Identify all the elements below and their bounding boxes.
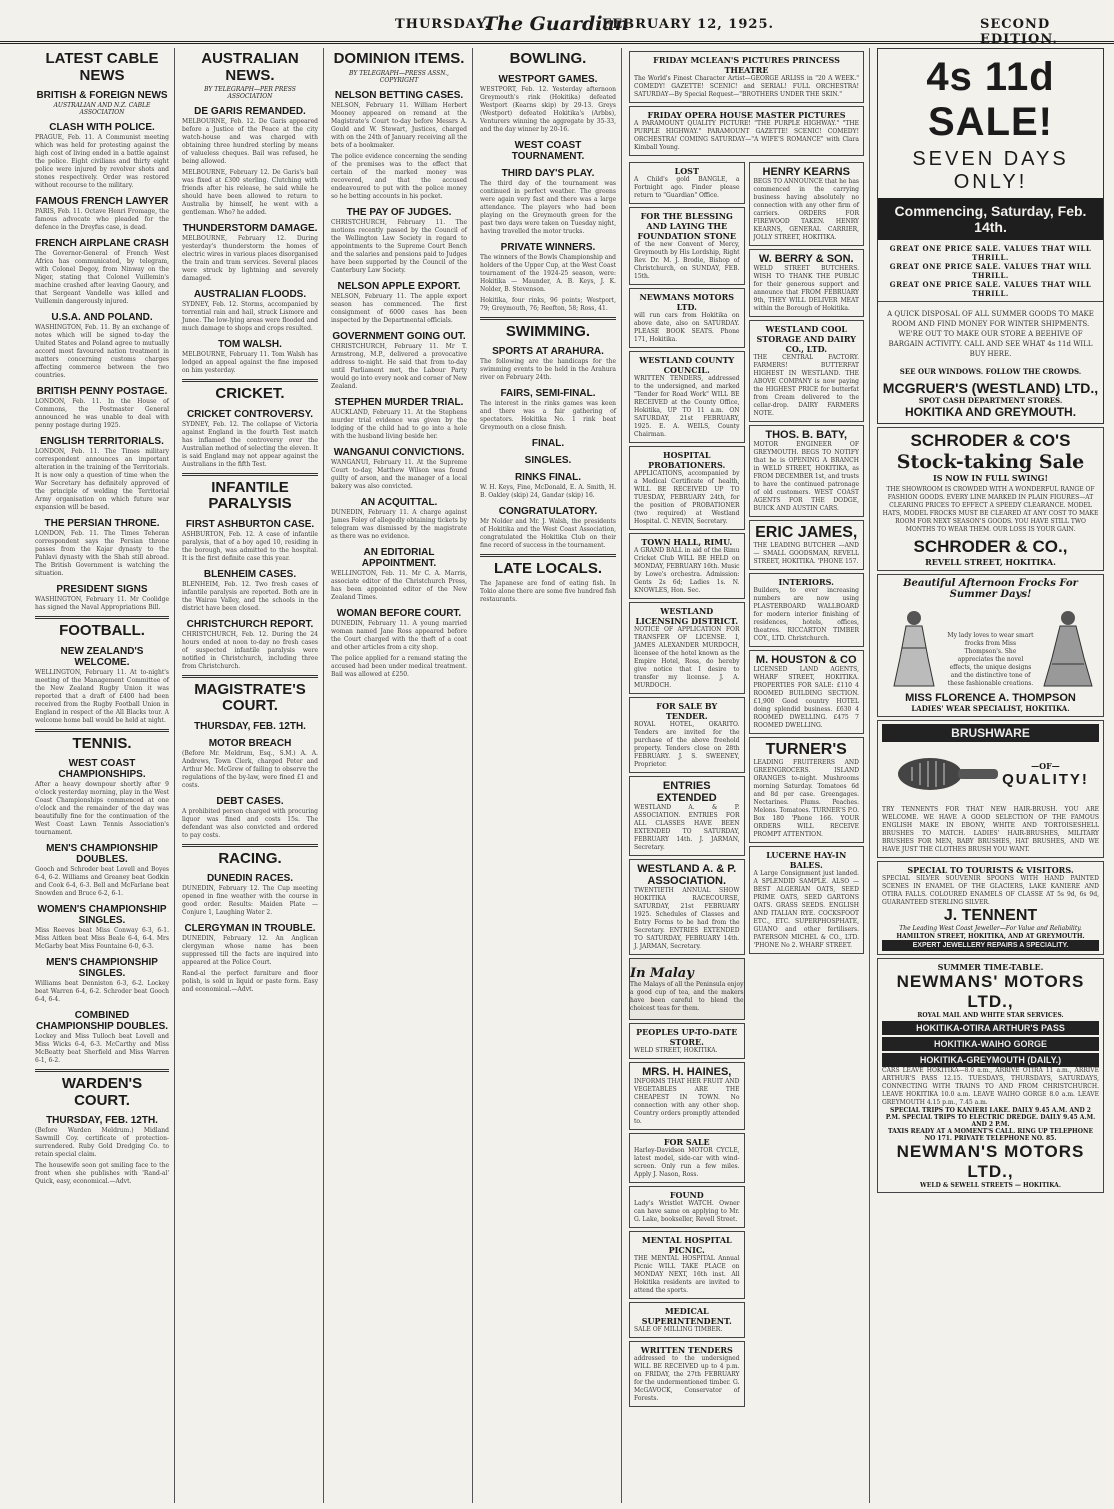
ad-body: SALE OF MILLING TIMBER. (634, 1326, 723, 1333)
sale-line: GREAT ONE PRICE SALE. VALUES THAT WILL THRILL. (889, 262, 1092, 280)
column-classifieds (624, 48, 870, 1503)
headline-dominion-items: DOMINION ITEMS. (333, 50, 465, 67)
news-paragraph: DUNEDIN, February 12. An Anglican clergyman whose name has been suppressed till the facts are inquired into appeared at the Police Court. (182, 935, 318, 966)
headline-swimming: SWIMMING. (505, 322, 591, 340)
subhead: COMBINED CHAMPIONSHIP DOUBLES. (35, 1010, 169, 1032)
ad-item (629, 1231, 745, 1299)
ad-thompson-frocks (877, 574, 1104, 717)
news-paragraph: LONDON, Feb. 11. The Times Teheran correspondent says the Persian throne passes from the Kajar dynasty to the Pahlavi dynasty with the Shah still abroad. The British Government is watching the situation. (35, 530, 169, 577)
hairbrush-icon (892, 749, 1002, 799)
subhead: GOVERNMENT GOING OUT. (332, 330, 466, 342)
ad-body: A GRAND BALL in aid of the Rimu Cricket Club WILL BE HELD on MONDAY, FEBRUARY 16th. Music by Lowe's orchestra. Admission: Gents 2s 6d; Ladies 1s. N. KNOWLES, Hon. Sec. (634, 547, 740, 594)
tennent-tag: The Leading West Coast Jeweller—For Value and Reliability. (899, 925, 1082, 932)
subhead: THUNDERSTORM DAMAGE. (182, 223, 318, 234)
headline-cricket: CRICKET. (215, 385, 285, 402)
news-paragraph: The police applied for a remand stating the accused had been under medical treatment. Bail was allowed at £250. (331, 654, 467, 678)
ad-body: THE CENTRAL FACTORY. FARMERS! BUTTERFAT HIGHEST IN WESTLAND. THE ABOVE COMPANY is now paying the HIGHEST PRICE for butterfat from Cream delivered to the cellar-drop. DAIRY FARMERS NOTE. (753, 354, 859, 417)
news-paragraph: WELLINGTON, Feb. 11. Mr C. A. Marris, associate editor of the Christchurch Press, has been appointed editor of the New Zealand Times. (331, 569, 467, 601)
timetable-body: CARS LEAVE HOKITIKA—8.0 a.m., ARRIVE OTIRA 11 a.m., ARRIVE ARTHUR'S PASS 12.15. TUESDAYS, THURSDAYS, SATURDAYS, CONNECTING WITH TRAINS TO AND FROM CHRISTCHURCH. LEAVE HOKITIKA 10.0 a.m. LEAVE WAIHO GORGE 8.0 a.m. LEAVE GREYMOUTH 4.15 p.m., 7.45 a.m. (882, 1067, 1099, 1106)
news-paragraph: W. H. Keys, Fine, McDonald, E. A. Smith, H. B. Oakley (skip) 24, Gandar (skip) 16. (480, 484, 616, 499)
ad-body: THE MENTAL HOSPITAL Annual Picnic WILL TAKE PLACE on MONDAY NEXT, 16th inst. All Hokitika residents are invited to attend the sports. (634, 1255, 740, 1294)
frocks-sub: LADIES' WEAR SPECIALIST, HOKITIKA. (911, 704, 1070, 713)
timetable-special: SPECIAL TRIPS TO KANIERI LAKE. DAILY 9.45 A.M. AND 2 P.M. SPECIAL TRIPS TO ELECTRIC DREDGE. DAILY 9.45 A.M. AND 2 P.M. (885, 1107, 1096, 1128)
subhead: WANGANUI CONVICTIONS. (333, 446, 465, 458)
ad-body: A PARAMOUNT QUALITY PICTURE! "THE PURPLE HIGHWAY." "THE PURPLE HIGHWAY." PARAMOUNT GAZETTE! SCENIC! COMEDY! ORCHESTRA! COMING SATURDAY—"A WIFE'S ROMANCE" with Clara Kimball Young. (634, 120, 859, 151)
ad-heading: FOUND (669, 1190, 704, 1200)
news-paragraph: The following are the handicaps for the swimming events to be held in the Arahura river on February 24th. (480, 358, 616, 381)
ad-body: Harley-Davidson MOTOR CYCLE, latest model, side-car with wind-screen. Only run a few miles. Apply J. Nason, Ross. (634, 1147, 740, 1178)
ad-heading: INTERIORS. (778, 577, 834, 587)
news-paragraph: SYDNEY, Feb. 12. Storms, accompanied by torrential rain and hail, struck Lismore and Junee. The low-lying areas were flooded and much damage to shops and crops resulted. (182, 301, 318, 332)
classifieds-left (629, 159, 745, 1410)
news-paragraph: Gooch and Schroder beat Lovell and Boyes 6-4, 6-2. Williams and Greaney beat Godkin and Cook 6-4, 6-3. Bell and McFarlane beat Snowden and Bruce 6-2, 6-1. (35, 866, 169, 897)
subhead: CLERGYMAN IN TROUBLE. (184, 923, 316, 934)
sale-days: SEVEN DAYS ONLY! (912, 148, 1069, 193)
sale-line: GREAT ONE PRICE SALE. VALUES THAT WILL THRILL. (889, 280, 1092, 298)
ad-heading: NEWMANS MOTORS LTD. (639, 292, 734, 312)
subhead: MEN'S CHAMPIONSHIP SINGLES. (46, 957, 158, 979)
news-paragraph: Miss Reeves beat Miss Conway 6-3, 6-1. Miss Aitken beat Miss Beale 6-4, 6-4. Mrs McGarby beat Miss Fountaine 6-0, 6-3. (35, 927, 169, 950)
news-paragraph: CHRISTCHURCH, February 11. Mr T. Armstrong, M.P., delivered a provocative address to-night. He said that from to-day until Parliament met, the Labour Party would go into every nook and corner of New Zealand. (331, 342, 467, 390)
dress-icon (884, 608, 944, 688)
divider (480, 554, 616, 557)
divider (182, 379, 318, 382)
dress-icon (1038, 608, 1098, 688)
headline-bowling: BOWLING. (509, 50, 587, 67)
subhead: FAMOUS FRENCH LAWYER (35, 196, 169, 207)
ad-body: MOTOR ENGINEER OF GREYMOUTH. BEGS TO NOTIFY that he is OPENING A BRANCH in WELD STREET, HOKITIKA, as FROM DECEMBER 1st, and trusts to have the continued patronage of old customers. WEST COAST AGENTS FOR THE DODGE, BUICK AND AUSTIN CARS. (753, 441, 859, 512)
classifieds-right (749, 159, 865, 1410)
brushware-quality: QUALITY! (1002, 770, 1089, 788)
subhead: THURSDAY, FEB. 12TH. (46, 1115, 158, 1126)
ad-heading: W. BERRY & SON. (758, 253, 854, 265)
news-paragraph: NELSON, February 11. The apple export season has commenced. The first consignment of 6000 cases has been inspected by the Departmental officials. (331, 292, 467, 324)
news-paragraph: After a heavy downpour shortly after 9 o'clock yesterday morning, play in the West Coast Championships commenced at one o'clock and the remainder of the day was beautifully fine for the continuation of the West Coast Lawn Tennis Association's tournament. (35, 781, 169, 836)
news-paragraph: Lockey and Miss Tulloch beat Lovell and Miss Wicks 6-4, 6-3. McCarthy and Miss McBeatty beat Sherfield and Miss Warren 6-1, 6-2. (35, 1033, 169, 1064)
timetable-route: HOKITIKA-WAIHO GORGE (882, 1037, 1099, 1051)
ad-opera-house (629, 106, 864, 156)
brush-illustration (882, 744, 1099, 804)
divider (878, 301, 1103, 302)
news-paragraph: MELBOURNE, February 12. De Garis's bail was fixed at £300 sterling. Clutching with friends after his release, he said while he should have been allowed to return to Australia by himself, he went with a gentleman. Who? he added. (182, 169, 318, 216)
headline-wardens-court: WARDEN'S COURT. (61, 1075, 143, 1109)
timetable-head: SUMMER TIME-TABLE. (937, 962, 1044, 972)
ad-item (629, 1133, 745, 1183)
subhead: FAIRS, SEMI-FINAL. (500, 388, 596, 399)
ad-body: NOTICE OF APPLICATION FOR TRANSFER OF LICENSE. I, JAMES ALEXANDER MURDOCH, licensee of the hotel known as the Empire Hotel, Ross, do hereby give notice that I desire to transfer my license. J. A. MURDOCH. (634, 626, 740, 689)
ad-body: A Large Consignment just landed. A SPLENDID SAMPLE. ALSO — BEST ALGERIAN OATS, SEED PRIME OATS, SEED GARTONS OATS. GRASS SEEDS. ENGLISH AND ITALIAN RYE. COCKSFOOT ETC., ETC. SUPERPHOSPHATE, GUANO and other fertilisers. PATERSON MICHEL & CO., LTD. 'PHONE No 2. WHARF STREET. (753, 870, 859, 949)
subhead: AN EDITORIAL APPOINTMENT. (361, 546, 437, 569)
subhead: WEST COAST TOURNAMENT. (511, 139, 585, 162)
ad-body: of the new Convent of Mercy, Greymouth by His Lordship, Right Rev. Dr. M. J. Brodie, Bishop of Christchurch, on SUNDAY, FEB. 15th. (634, 241, 740, 280)
ad-heading: FOR SALE (663, 1137, 710, 1147)
masthead-edition: SECOND EDITION. (980, 17, 1058, 47)
ad-item (629, 602, 745, 694)
ad-a-and-p-show (629, 859, 745, 955)
ad-heading: ENTRIES EXTENDED (656, 780, 717, 804)
subhead: PRESIDENT SIGNS (56, 584, 148, 595)
brushware-body: TRY TENNENTS FOR THAT NEW HAIR-BRUSH. YOU ARE WELCOME. WE HAVE A GOOD SELECTION OF THE FAMOUS ENGLISH MAKE IN EBONY, WHITE AND TORTOISESHELL BRUSHES TO MATCH. LADIES' HAIR-BRUSHES, MILITARY BRUSHES FOR MEN, BABY BRUSHES, HAT BRUSHES, AND WE HAVE JUST THE CLOTHES BRUSH YOU WANT. (882, 806, 1099, 853)
ad-heading: TOWN HALL, RIMU. (641, 537, 733, 547)
ad-body: ROYAL HOTEL, OKARITO. Tenders are invited for the purchase of the above freehold property. Tenders close on 28th FEBRUARY. J. S. SWEENEY, Proprietor. (634, 721, 740, 768)
ad-w-berry (749, 249, 865, 317)
masthead-day: THURSDAY. (395, 17, 491, 32)
brushware-of: —OF— (1031, 760, 1060, 771)
news-paragraph: WESTPORT, Feb. 12. Yesterday afternoon Greymouth's rink (Hokitika) defeated Westport (Kearns skip) by 29-13. Greys (Westport) defeated Hokitika's (Arbbs), Venturers winning the aggregate by 35-33, and the day winner by 20-16. (480, 85, 616, 133)
news-paragraph: The housewife soon got smiling face to the front when she publishes with 'Rand-al' Quick, easy, economical.—Advt. (35, 1162, 169, 1185)
headline-racing: RACING. (218, 849, 282, 867)
ad-heading: ERIC JAMES, (755, 524, 858, 541)
ad-body: THE LEADING BUTCHER —AND— SMALL GOODSMAN, REVELL STREET, HOKITIKA. 'PHONE 157. (753, 542, 859, 565)
ad-heading: FOR SALE BY TENDER. (656, 701, 718, 721)
sale-windows: SEE OUR WINDOWS. FOLLOW THE CROWDS. (899, 367, 1082, 376)
news-paragraph: The police evidence concerning the sending of the premises was to the effect that certain of the marked money was recovered, and that the accused endeavoured to put with the police money so he betting accounts in his pocket. (331, 152, 467, 200)
ad-body: Lady's Wristlet WATCH. Owner can have same on applying to Mr. G. Lake, bookseller, Revell Street. (634, 1200, 740, 1223)
news-paragraph: MELBOURNE, February 11. Tom Walsh has lodged an appeal against the fine imposed on him yesterday. (182, 351, 318, 374)
news-paragraph: PRAGUE, Feb. 11. A Communist meeting which was held for protesting against the high cost of living ended in a battle against the police. Eight civilians and thirty eight police were injured by revolver shots and stones respectively. Order was restored without recourse to the military. (35, 134, 169, 189)
schroder-body: THE SHOWROOM IS CROWDED WITH A WONDERFUL RANGE OF FASHION GOODS. EVERY LINE MARKED IN PLAIN FIGURES—AT CLEARING PRICES TO EFFECT A SPEEDY CLEARANCE. MODEL HATS, MODEL FROCKS MUST BE CLEARED AT ANY COST TO MAKE ROOM FOR NEXT SEASON'S GOODS. YOU HAVE STILL TWO MONTHS TO WEAR THEM. OUR LOSS IS YOUR GAIN. (882, 486, 1099, 533)
news-paragraph: The winners of the Bowls Championship and holders of the Upper Cup, at the West Coast tournament of the 1924-25 season, were: Hokitika — Maunder, A. B. Keys, J. K. Nolder, B. Stevenson. (480, 253, 616, 293)
column-bowling (475, 48, 622, 1503)
ad-heading: MEDICAL SUPERINTENDENT. (641, 1306, 732, 1326)
subhead: ENGLISH TERRITORIALS. (40, 436, 164, 447)
news-credit: AUSTRALIAN AND N.Z. CABLE ASSOCIATION (53, 102, 151, 116)
sale-body: A QUICK DISPOSAL OF ALL SUMMER GOODS TO MAKE ROOM AND FIND MONEY FOR WINTER SHIPMENTS. WE'RE OUT TO MAKE OUR STORE A BEEHIVE OF BARGAIN ACTIVITY. CALL AND SEE WHAT 4s 11d WILL BUY HERE. (887, 310, 1094, 358)
ad-heading: M. HOUSTON & CO (755, 654, 857, 666)
column-cable-news (30, 48, 175, 1503)
news-paragraph: Mr Nolder and Mr. J. Walsh, the presidents of Hokitika and the West Coast Association, congratulated the Hokitika Club on their fine record of success in the tournament. (480, 518, 616, 549)
ad-heading: HENRY KEARNS (762, 166, 850, 178)
news-paragraph: NELSON, February 11. William Herbert Mooney appeared on remand at the Magistrate's Court to-day before Messrs A. Gould and W. Stewart, Justices, charged with on the 24th of January receiving all the bets of a bookmaker. (331, 101, 467, 149)
ad-turners (749, 737, 865, 843)
masthead-date: FEBRUARY 12, 1925. (602, 17, 775, 32)
subhead: CLASH WITH POLICE. (49, 122, 155, 133)
ad-eric-james (749, 520, 865, 570)
ad-heading: WESTLAND A. & P. ASSOCIATION. (637, 863, 737, 887)
news-paragraph: BLENHEIM, Feb. 12. Two fresh cases of infantile paralysis are reported. Both are in the Wairau Valley, and the schools in the district have been closed. (182, 580, 318, 612)
subhead: DEBT CASES. (216, 795, 284, 807)
subhead: RINKS FINAL. (514, 472, 582, 483)
ad-body: The World's Finest Character Artist—GEORGE ARLISS in "20 A WEEK." COMEDY! GAZETTE! SCENIC! and SERIAL! FULL ORCHESTRA! SATURDAY—By Special Request—"BROTHERS UNDER THE SKIN." (634, 75, 859, 98)
malay-title: In Malay (630, 965, 694, 981)
ad-body: BEGS TO ANNOUNCE that he has commenced in the carrying business having absolutely no connection with any other firm of carriers. ORDERS FOR FIREWOOD TAKEN. HENRY KEARNS, GENERAL CARRIER, JOLLY STREET, HOKITIKA. (753, 178, 859, 241)
divider (480, 317, 616, 320)
news-paragraph: (Before Warden Meldrum.) Midland Sawmill Coy. certificate of protection-surrendered. Ruby Gold Dredging Co. to retain special claim. (35, 1127, 169, 1158)
news-paragraph: The Japanese are fond of eating fish. In Tokio alone there are some five hundred fish restaurants. (480, 579, 616, 603)
news-paragraph: DUNEDIN, February 11. A charge against James Foley of allegedly obtaining tickets by telegram was dismissed by the magistrate as there was no evidence. (331, 508, 467, 540)
ad-heading: FRIDAY MCLEAN'S PICTURES PRINCESS THEATRE (653, 55, 840, 75)
ad-heading: WESTLAND COUNTY COUNCIL. (639, 355, 735, 375)
tennent-special: SPECIAL TO TOURISTS & VISITORS. (907, 865, 1074, 875)
subhead: CHRISTCHURCH REPORT. (186, 618, 314, 630)
ad-heading: HOSPITAL PROBATIONERS. (648, 450, 726, 470)
ad-heading: MRS. H. HAINES, (642, 1066, 732, 1078)
timetable-route: HOKITIKA-OTIRA ARTHUR'S PASS (882, 1021, 1099, 1035)
news-paragraph: MELBOURNE, Feb. 12. De Garis appeared before a Justice of the Peace at the city watch-house and was charged with obtaining three hundred sterling by means of valueless cheques. Bail was refused, he being allowed. (182, 118, 318, 165)
frocks-body: My lady loves to wear smart frocks from Miss Thompson's. She appreciates the novel effects, the unique designs and the distinctive tone of these fashionable creations. (947, 632, 1034, 687)
ad-body: WESTLAND A. & P. ASSOCIATION. ENTRIES FOR ALL CLASSES HAVE BEEN EXTENDED TO SATURDAY, FEBRUARY 14th. J. JARMAN, Secretary. (634, 804, 740, 851)
ad-heading: FRIDAY OPERA HOUSE MASTER PICTURES (647, 110, 846, 120)
subhead: DUNEDIN RACES. (206, 873, 294, 884)
ad-in-malay (629, 958, 745, 1020)
news-paragraph: MELBOURNE, February 12. During yesterday's thunderstorm the homes of electric wires in various places disorganised the train and tram services. Several places were struck by lightning and severely damaged. (182, 235, 318, 282)
ad-item (629, 1302, 745, 1338)
ad-body: WELD STREET, HOKITIKA. (634, 1047, 718, 1054)
schroder-title: SCHRODER & CO'S (910, 431, 1071, 450)
headline-magistrates-court: MAGISTRATE'S COURT. (194, 680, 306, 714)
ad-tennent (877, 861, 1104, 955)
news-paragraph: Williams beat Denniston 6-3, 6-2. Lockey beat Warren 6-4, 6-2. Schroder beat Gooch 6-4, 6-4. (35, 980, 169, 1003)
ad-body: A Child's gold BANGLE, a Fortnight ago. Finder please return to "Guardian" Office. (634, 176, 740, 199)
schroder-swing: IS NOW IN FULL SWING! (932, 473, 1049, 483)
sale-firm-sub: SPOT CASH DEPARTMENT STORES. (918, 396, 1063, 405)
news-paragraph: LONDON, Feb. 11. In the House of Commons, the Postmaster General announced he was unable to deal with penny postage during 1925. (35, 398, 169, 429)
subhead: FIRST ASHBURTON CASE. (185, 518, 315, 530)
ad-westland-cool-storage (749, 320, 865, 422)
news-paragraph: A prohibited person charged with procuring liquor was fined and costs 15s. The defendant was also convicted and ordered to pay costs. (182, 807, 318, 839)
ad-mrs-haines (629, 1062, 745, 1130)
subhead: DE GARIS REMANDED. (194, 106, 306, 117)
subhead: MEN'S CHAMPIONSHIP DOUBLES. (46, 843, 158, 865)
subhead: WEST COAST CHAMPIONSHIPS. (58, 758, 146, 780)
masthead-title: The Guardian (483, 13, 629, 35)
ad-body: LICENSED LAND AGENTS, WHARF STREET, HOKITIKA. PROPERTIES FOR SALE: £110 4 ROOMED BUILDING SECTION. £1,900 Good country HOTEL doing splendid business. £630 4 ROOMED DWELLING. £475 7 ROOMED DWELLING. (753, 666, 859, 729)
sale-line: GREAT ONE PRICE SALE. VALUES THAT WILL THRILL. (889, 244, 1092, 262)
ad-body: WRITTEN TENDERS, addressed to the undersigned, and marked "Tender for Road Work" WILL BE RECEIVED at the County Office, Hokitika, UP TO 11 a.m. ON SATURDAY, 21st FEBRUARY, 1925. E. A. WEILS, County Chairman. (634, 375, 740, 438)
ad-item (629, 1023, 745, 1059)
ad-body: TWENTIETH ANNUAL SHOW HOKITIKA RACECOURSE, SATURDAY, 21st FEBRUARY 1925. Schedules of Classes and Entry Forms to be had from the Secretary. ENTRIES EXTENDED TO SATURDAY, FEBRUARY 14th. J. JARMAN, Secretary. (634, 887, 740, 950)
ad-heading: WESTLAND LICENSING DISTRICT. (635, 606, 738, 626)
divider (35, 729, 169, 732)
news-paragraph: (Before Mr. Meldrum, Esq., S.M.) A. A. Andrews, Town Clerk, charged Peter and Arthur Mc. McGrew of failing to observe the regulations of the by-law, were fined £1 and costs. (182, 749, 318, 789)
masthead (0, 0, 1114, 47)
ad-item (629, 162, 745, 204)
news-paragraph: ASHBURTON, Feb. 12. A case of infantile paralysis, that of a boy aged 10, residing in the borough, was admitted to the hospital. It is the first definite case this year. (182, 530, 318, 562)
ad-mcgruers-sale (877, 48, 1104, 424)
subhead: AUSTRALIAN FLOODS. (193, 289, 307, 300)
news-paragraph: Hokitika, four rinks, 96 points; Westport, 79; Greymouth, 76; Reefton, 58; Ross, 41. (480, 296, 616, 312)
ad-thos-baty (749, 425, 865, 517)
timetable-footer-sub: WELD & SEWELL STREETS — HOKITIKA. (920, 1182, 1061, 1189)
tennent-repairs: EXPERT JEWELLERY REPAIRS A SPECIALITY. (882, 940, 1099, 951)
news-paragraph: The third day of the tournament was continued in perfect weather. The greens were again very fast and there was a large attendance. The players who had been playing on the Greymouth green for the past two days were taken on Tuesday night, having travelled the motor trucks. (480, 179, 616, 235)
ad-body: addressed to the undersigned WILL BE RECEIVED up to 4 p.m. on FRIDAY, the 27th FEBRUARY for the undermentioned timber. G. McGAVOCK, Conservator of Forests. (634, 1355, 740, 1402)
news-paragraph: The interest in the rinks games was keen and there was a fair gathering of spectators. Hokitika No. 1 rink beat Greymouth on a close finish. (480, 400, 616, 431)
news-paragraph: Rand-al the perfect furniture and floor polish, is sold in liquid or paste form. Easy and economical.—Advt. (182, 970, 318, 993)
ad-item (629, 446, 745, 530)
ad-heading: PEOPLES UP-TO-DATE STORE. (636, 1027, 738, 1047)
subhead: THE PAY OF JUDGES. (346, 206, 452, 218)
ad-body: APPLICATIONS, accompanied by a Medical Certificate of health, WILL BE RECEIVED UP TO TUESDAY, FEBRUARY 24th, for the position of PROBATIONER (two required) at Westland Hospital. C. NEVIN, Secretary. (634, 470, 740, 525)
ad-brushware (877, 720, 1104, 858)
sale-price: 4s 11d SALE! (926, 55, 1055, 144)
ad-item (629, 533, 745, 599)
column-dominion-items (326, 48, 473, 1503)
divider (182, 473, 318, 476)
news-paragraph: CHRISTCHURCH, Feb. 12. During the 24 hours ended at noon to-day no fresh cases of suspected infantile paralysis were notified in Christchurch, including three from Christchurch. (182, 630, 318, 670)
ad-body: Builders, to ever increasing numbers are now using PLASTERBOARD WALLBOARD for modern interior finishing of residences, hotels, offices, theatres. RICCARTON TIMBER COY., LTD. Christchurch. (753, 587, 859, 642)
ad-heading: WESTLAND COOL STORAGE AND DAIRY CO., LTD. (756, 324, 856, 354)
ad-heading: FOR THE BLESSING AND LAYING THE FOUNDATION STONE (637, 211, 736, 241)
headline-british-foreign: BRITISH & FOREIGN NEWS (36, 90, 168, 101)
ad-henry-kearns (749, 162, 865, 246)
subhead: AN ACQUITTAL. (360, 496, 438, 508)
subhead: CRICKET CONTROVERSY. (186, 408, 314, 420)
sale-towns: HOKITIKA AND GREYMOUTH. (904, 405, 1077, 419)
subhead: THURSDAY, FEB. 12TH. (194, 720, 306, 732)
headline-latest-cable-news: LATEST CABLE NEWS (45, 50, 159, 84)
ad-item (629, 1186, 745, 1228)
news-paragraph: WASHINGTON, February 11. Mr Coolidge has signed the Naval Appropriations Bill. (35, 596, 169, 611)
news-paragraph: WASHINGTON, Feb. 11. By an exchange of notes which will be signed to-day the United States and Poland agree to mutually accord most favoured nation treatment in matters concerning customs charges affecting commerce between the two countries. (35, 324, 169, 379)
subhead: NELSON BETTING CASES. (334, 89, 464, 101)
divider (35, 1069, 169, 1072)
ad-item (629, 207, 745, 285)
divider (182, 844, 318, 847)
ad-body: INFORMS THAT HER FRUIT AND VEGETABLES ARE THE CHEAPEST IN TOWN. No connection with any other shop. Country orders promptly attended to. (634, 1078, 740, 1125)
subhead: SINGLES. (524, 455, 572, 466)
classifieds-split (629, 159, 864, 1410)
headline-tennis: TENNIS. (72, 734, 132, 752)
frocks-illustration (882, 604, 1099, 688)
subhead: U.S.A. AND POLAND. (51, 312, 153, 323)
subhead: SPORTS AT ARAHURA. (492, 346, 604, 357)
ad-schroder (877, 427, 1104, 571)
frocks-title: Beautiful Afternoon Frocks For Summer Days! (903, 578, 1078, 600)
timetable-firm: NEWMANS' MOTORS LTD., (896, 972, 1085, 1011)
headline-football: FOOTBALL. (59, 622, 145, 639)
timetable-footer: NEWMAN'S MOTORS LTD., (896, 1142, 1085, 1181)
ad-item (629, 1341, 745, 1407)
subhead: FRENCH AIRPLANE CRASH (35, 238, 169, 249)
news-paragraph: DUNEDIN, February 11. A young married woman named Jane Ross appeared before the Court charged with the theft of a coat and other articles from a city shop. (331, 619, 467, 651)
subhead: STEPHEN MURDER TRIAL. (334, 396, 464, 408)
subhead: BLENHEIM CASES. (203, 568, 297, 580)
ad-m-houston (749, 650, 865, 734)
ad-body: LEADING FRUITERERS AND GREENGROCERS. ISLAND ORANGES to-night. Mushrooms morning Saturday. Tomatoes 6d and 8d per case. Greengages. Nectarines. Plums. Peaches. Melons. Tomatoes. TURNER'S P.O. Box 180 'Phone 166. YOUR ORDERS WILL RECEIVE PROMPT ATTENTION. (753, 759, 859, 838)
ad-plasterboard (749, 573, 865, 647)
ad-heading: TURNER'S (765, 741, 847, 758)
malay-text: The Malays of all the Peninsula enjoy a good cup of tea, and the makers have been careful to blend the choicest teas for them. (630, 980, 744, 1012)
ad-item (629, 288, 745, 348)
subhead: WOMEN'S CHAMPIONSHIP SINGLES. (37, 904, 167, 926)
sale-commence: Commencing, Saturday, Feb. 14th. (878, 198, 1103, 240)
ad-heading: LUCERNE HAY-IN BALES. (766, 850, 847, 870)
divider (35, 616, 169, 619)
news-paragraph: AUCKLAND, February 11. At the Stephens murder trial evidence was given by the lodging of the child had to go into a hole with the husband living beside her. (331, 408, 467, 440)
ad-entries-extended (629, 776, 745, 856)
divider (182, 675, 318, 678)
news-paragraph: PARIS, Feb. 11. Octave Henri Fromage, the famous advocate who pleaded for the defence in the Dreyfus case, is dead. (35, 208, 169, 231)
subhead: MOTOR BREACH (208, 737, 292, 749)
subhead: NEW ZEALAND'S WELCOME. (60, 645, 144, 668)
news-credit: BY TELEGRAPH—PRESS ASSN., COPYRIGHT (349, 69, 449, 84)
headline-infantile-paralysis: INFANTILE PARALYSIS (208, 478, 292, 512)
news-paragraph: WELLINGTON, February 11. At to-night's meeting of the Management Committee of the New Zealand Rugby Union it was reported that a draft of £400 had been received from the Rugby Football Union in England in respect of the All Blacks tour. A welcome home ball would be held at night. (35, 668, 169, 724)
ad-heading: THOS. B. BATY, (765, 429, 848, 441)
subhead: WESTPORT GAMES. (498, 73, 598, 85)
ad-newmans-timetable (877, 958, 1104, 1193)
ad-heading: WRITTEN TENDERS (640, 1345, 733, 1355)
news-paragraph: LONDON, Feb. 11. The Times military correspondent announces an important alteration in the training of the Territorials. It is now only a question of time when the War Secretary has definitely approved of the principle of welding the Territorial Army organisation on which future war expansion will be based. (35, 448, 169, 511)
tennent-addr: HAMILTON STREET, HOKITIKA, AND AT GREYMOUTH. (896, 933, 1085, 940)
schroder-addr: REVELL STREET, HOKITIKA. (925, 557, 1056, 567)
ad-item (629, 697, 745, 773)
news-credit: BY TELEGRAPH—PER PRESS ASSOCIATION (204, 86, 296, 100)
tennent-name: J. TENNENT (943, 907, 1038, 924)
headline-late-locals: LATE LOCALS. (493, 560, 603, 577)
tennent-body: SPECIAL SILVER SOUVENIR SPOONS WITH HAND PAINTED SCENES IN ENAMEL OF THE GLACIERS, LAKE KANIERE AND OTIRA FALLS. COLOURED ENAMELS OF CLASSE AT 5s 9d, 6s 9d, GUARANTEED STERLING SILVER. (882, 875, 1099, 906)
ad-mcleans-pictures (629, 51, 864, 103)
subhead: FINAL. (531, 438, 565, 449)
subhead: BRITISH PENNY POSTAGE. (36, 386, 168, 397)
subhead: TOM WALSH. (218, 339, 282, 350)
subhead: THIRD DAY'S PLAY. (501, 167, 595, 179)
news-paragraph: DUNEDIN, February 12. The Cup meeting opened in fine weather with the course in good order. Results: Maiden Plate — Conjure 1, Laughing Water 2. (182, 885, 318, 916)
ad-body: WELD STREET BUTCHERS. WISH TO THANK THE PUBLIC for their generous support and announce that FROM FEBRUARY 9th, THEY WILL DELIVER MEAT within the Borough of Hokitika. (753, 265, 859, 312)
column-australian-news (177, 48, 324, 1503)
ad-item (629, 351, 745, 443)
ad-body: will run cars from Hokitika on above date, also on SATURDAY. PLEASE BOOK SEATS. Phone 171, Hokitika. (634, 312, 740, 343)
news-paragraph: The Governor-General of French West Africa has communicated, by telegram, with Colonel Degoy, from Ninway on the Niger, stating that Colonel Vuillemin's machine crashed after leaving Gaoury, and that Sergeant Vandelle was killed and Vuillemin dangerously injured. (35, 250, 169, 305)
ad-paterson-michel (749, 846, 865, 954)
subhead: PRIVATE WINNERS. (500, 241, 596, 253)
schroder-sub: Stock-taking Sale (896, 451, 1085, 473)
subhead: NELSON APPLE EXPORT. (337, 280, 461, 292)
subhead: WOMAN BEFORE COURT. (336, 607, 462, 619)
timetable-sub: ROYAL MAIL AND WHITE STAR SERVICES. (917, 1012, 1064, 1019)
news-paragraph: CHRISTCHURCH, February 11. The motions recently passed by the Council of the Wellington Law Society in regard to appointments to the Supreme Court Bench and the salaries and pensions paid to Judges have been supported by the Council of the Canterbury Law Society. (331, 218, 467, 274)
column-display-ads (872, 48, 1114, 1503)
schroder-firm: SCHRODER & CO., (913, 537, 1068, 556)
timetable-route: HOKITIKA-GREYMOUTH (DAILY.) (882, 1053, 1099, 1067)
sale-firm: MCGRUER'S (WESTLAND) LTD., (882, 380, 1099, 396)
brushware-title: BRUSHWARE (882, 724, 1099, 742)
ad-heading: LOST (674, 166, 699, 176)
news-paragraph: SYDNEY, Feb. 12. The collapse of Victoria against England in the fourth Test match has inflamed the controversy over the Australian method of selecting the eleven. It is said England may not appear against the Australians in the fifth Test. (182, 420, 318, 468)
subhead: CONGRATULATORY. (498, 506, 598, 517)
timetable-taxis: TAXIS READY AT A MOMENT'S CALL. RING UP TELEPHONE NO 171. PRIVATE TELEPHONE NO. 85. (887, 1128, 1094, 1142)
news-paragraph: WANGANUI, February 11. At the Supreme Court to-day, Matthew Wilson was found guilty of arson, and the manager of a local bakery was also convicted. (331, 458, 467, 490)
frocks-name: MISS FLORENCE A. THOMPSON (905, 692, 1076, 704)
headline-australian-news: AUSTRALIAN NEWS. (201, 50, 299, 84)
ad-heading: MENTAL HOSPITAL PICNIC. (641, 1235, 732, 1255)
subhead: THE PERSIAN THRONE. (44, 518, 160, 529)
